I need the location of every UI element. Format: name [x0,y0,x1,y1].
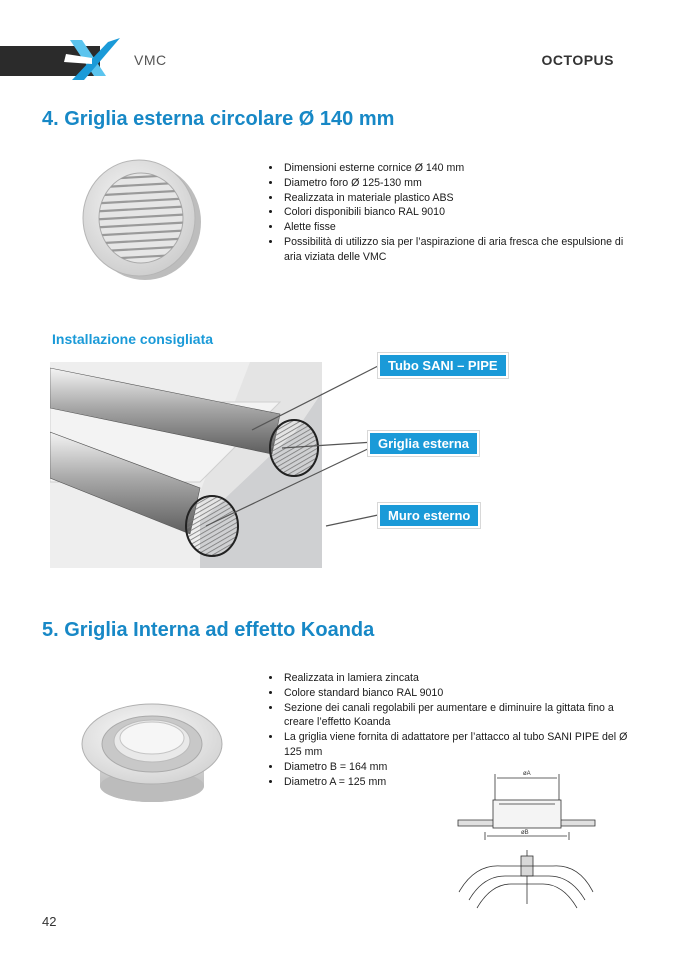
callout-external-grille-label: Griglia esterna [370,433,477,454]
page-number: 42 [42,914,57,929]
koanda-grille-image [80,686,230,811]
spec-item: • Diametro B = 164 mm [282,760,634,775]
dimension-a-label: øA [523,771,531,777]
technical-drawing [455,764,597,924]
callout-pipe-label: Tubo SANI – PIPE [380,355,506,376]
installation-title: Installazione consigliata [52,331,214,347]
header-section-label: VMC [134,52,167,68]
spec-item: • La griglia viene fornita di adattatore per l’attacco al tubo SANI PIPE del Ø 125 mm [282,730,634,760]
spec-item: • Diametro foro Ø 125-130 mm [282,176,634,191]
spec-item: • Possibilità di utilizzo sia per l’aspirazione di aria fresca che espulsione di aria viziata delle VMC [282,235,634,265]
spec-item: • Colori disponibili bianco RAL 9010 [282,205,634,220]
spec-item: • Alette fisse [282,220,634,235]
dimension-b-label: øB [521,830,529,836]
callout-external-wall-label: Muro esterno [380,505,478,526]
spec-item: • Colore standard bianco RAL 9010 [282,686,634,701]
spec-item: • Diametro A = 125 mm [282,775,634,790]
spec-item: • Dimensioni esterne cornice Ø 140 mm [282,161,634,176]
spec-item: • Sezione dei canali regolabili per aumentare e diminuire la gittata fino a creare l’effetto Koanda [282,701,634,731]
section-5-title: 5. Griglia Interna ad effetto Koanda [42,619,375,641]
section-4-title: 4. Griglia esterna circolare Ø 140 mm [42,108,395,130]
header-brand: OCTOPUS [541,52,614,68]
spec-item: • Realizzata in materiale plastico ABS [282,191,634,206]
spec-item: • Realizzata in lamiera zincata [282,671,634,686]
